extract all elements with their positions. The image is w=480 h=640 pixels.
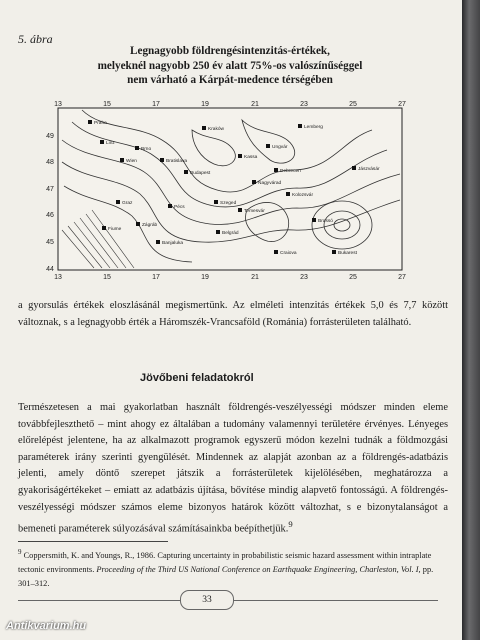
paragraph-continuation (18, 298, 448, 331)
paragraph-text: Természetesen a mai gyakorlatban használt földrengés-veszélyességi módszer minden eleme továbbfejleszthető – mint ahogy ez általában a tudomány valamennyi területére érvényes. Lényeges előrelépést jelentene, ha az alkalmazott programok egyszerű módon kezelni tudnák a földmozgási paraméterek irány szerinti gyengülését. Mindennek az alapját azonban az a földrengés-adatbázis jelenti, amely döntő szerepet játszik a forrásterületek kijelölésében, meghatározza a gyakoriságértékeket – emiatt az adatbázis újítása, bővítése mindig alapvető fontosságú. A földrengés-veszélyességi módszer számos eleme bizonyos határok között változhat, s e bizonytalanságot a bemeneti paraméterek súlyozásával számításainkba beépíthetjük. (18, 402, 448, 535)
city-marker (135, 146, 139, 150)
city-label: Linz (106, 141, 115, 146)
x-tick-label: 13 (54, 101, 62, 108)
city-marker (160, 158, 164, 162)
city-label: Debrecen (280, 169, 301, 174)
section-title: Jövőbeni feladatokról (140, 372, 254, 384)
city-marker (136, 222, 140, 226)
city-label: Nagyvárad (258, 181, 282, 186)
city-label: Kolozsvár (292, 193, 314, 198)
x-tick-label: 21 (251, 101, 259, 108)
city-marker (216, 230, 220, 234)
city-label: Zágráb (142, 223, 158, 228)
city-marker (116, 200, 120, 204)
x-tick-label: 17 (152, 274, 160, 280)
city-marker (266, 144, 270, 148)
city-label: Banjaluka (162, 241, 184, 246)
footnote-number: 9 (18, 548, 22, 556)
city-label: Bukarest (338, 251, 357, 256)
page-number: 33 (180, 590, 234, 610)
y-tick-label: 44 (46, 266, 54, 273)
figure-title-line: Legnagyobb földrengésintenzitás-értékek, (130, 45, 330, 57)
city-marker (352, 166, 356, 170)
city-marker (214, 200, 218, 204)
y-tick-label: 47 (46, 186, 54, 193)
city-marker (298, 124, 302, 128)
city-marker (202, 126, 206, 130)
city-marker (252, 180, 256, 184)
city-label: Temesvár (244, 209, 265, 214)
city-label: Praha (94, 121, 107, 126)
city-marker (102, 226, 106, 230)
city-label: Budapest (190, 171, 211, 176)
city-marker (238, 154, 242, 158)
footnote-text: Coppersmith, K. and Youngs, R., 1986. Capturing uncertainty in probabilistic seismic hazard assessment within intraplate tectonic environments. (18, 550, 432, 574)
city-label: Brassó (318, 219, 333, 224)
footnote-divider (18, 541, 168, 542)
city-marker (286, 192, 290, 196)
x-tick-label: 25 (349, 101, 357, 108)
footnote-source: Proceeding of the Third US National Conference on Earthquake Engineering, Charleston, Vol. I, (96, 564, 421, 574)
city-marker (332, 250, 336, 254)
city-label: Bratislava (166, 159, 188, 164)
x-tick-label: 15 (103, 101, 111, 108)
city-marker (238, 208, 242, 212)
page-edge (462, 0, 480, 640)
figure-title-line: nem várható a Kárpát-medence térségében (127, 74, 333, 86)
city-marker (120, 158, 124, 162)
city-marker (274, 250, 278, 254)
x-tick-label: 21 (251, 274, 259, 280)
city-label: Wien (126, 159, 137, 164)
figure-title (40, 44, 420, 88)
x-tick-label: 23 (300, 101, 308, 108)
city-label: Graz (122, 201, 133, 206)
city-marker (156, 240, 160, 244)
x-tick-label: 15 (103, 274, 111, 280)
paragraph-main (18, 400, 448, 538)
paragraph-text: a gyorsulás értékek eloszlásánál megismertünk. Az elméleti intenzitás értékek 5,0 és 7,7 között változnak, s a legnagyobb érték a Háromszék-Vrancsaföld (Románia) forrásterületen található. (18, 300, 448, 328)
y-tick-label: 45 (46, 239, 54, 246)
x-tick-label: 27 (398, 274, 406, 280)
paragraph-body (18, 400, 448, 538)
watermark-logo: Antikvarium.hu (6, 620, 87, 632)
footnote (18, 545, 438, 591)
y-tick-label: 49 (46, 133, 54, 140)
city-label: Belgrád (222, 231, 239, 236)
seismic-intensity-map (42, 100, 418, 280)
city-marker (100, 140, 104, 144)
x-tick-label: 25 (349, 274, 357, 280)
figure-title-line: melyeknél nagyobb 250 év alatt 75%-os valószínűséggel (97, 59, 363, 72)
city-marker (274, 168, 278, 172)
x-tick-label: 19 (201, 101, 209, 108)
city-label: Craiova (280, 251, 297, 256)
city-label: Pécs (174, 205, 185, 210)
city-marker (184, 170, 188, 174)
footnote-pages: pp. 301–312. (18, 564, 434, 588)
x-tick-label: 13 (54, 274, 62, 280)
x-tick-label: 19 (201, 274, 209, 280)
footnote-reference[interactable]: 9 (288, 519, 293, 530)
city-label: Kraków (208, 127, 224, 132)
city-label: Brno (141, 147, 152, 152)
city-marker (88, 120, 92, 124)
city-label: Jászvásár (358, 167, 380, 172)
city-label: Szeged (220, 201, 237, 206)
x-tick-label: 23 (300, 274, 308, 280)
city-label: Lemberg (304, 125, 323, 130)
figure-label: 5. ábra (18, 32, 53, 46)
city-label: Ungvár (272, 145, 288, 150)
city-marker (168, 204, 172, 208)
y-tick-label: 46 (46, 212, 54, 219)
city-label: Kassa (244, 155, 258, 160)
city-marker (312, 218, 316, 222)
x-tick-label: 17 (152, 101, 160, 108)
y-tick-label: 48 (46, 159, 54, 166)
x-tick-label: 27 (398, 101, 406, 108)
city-label: Fiume (108, 227, 122, 232)
